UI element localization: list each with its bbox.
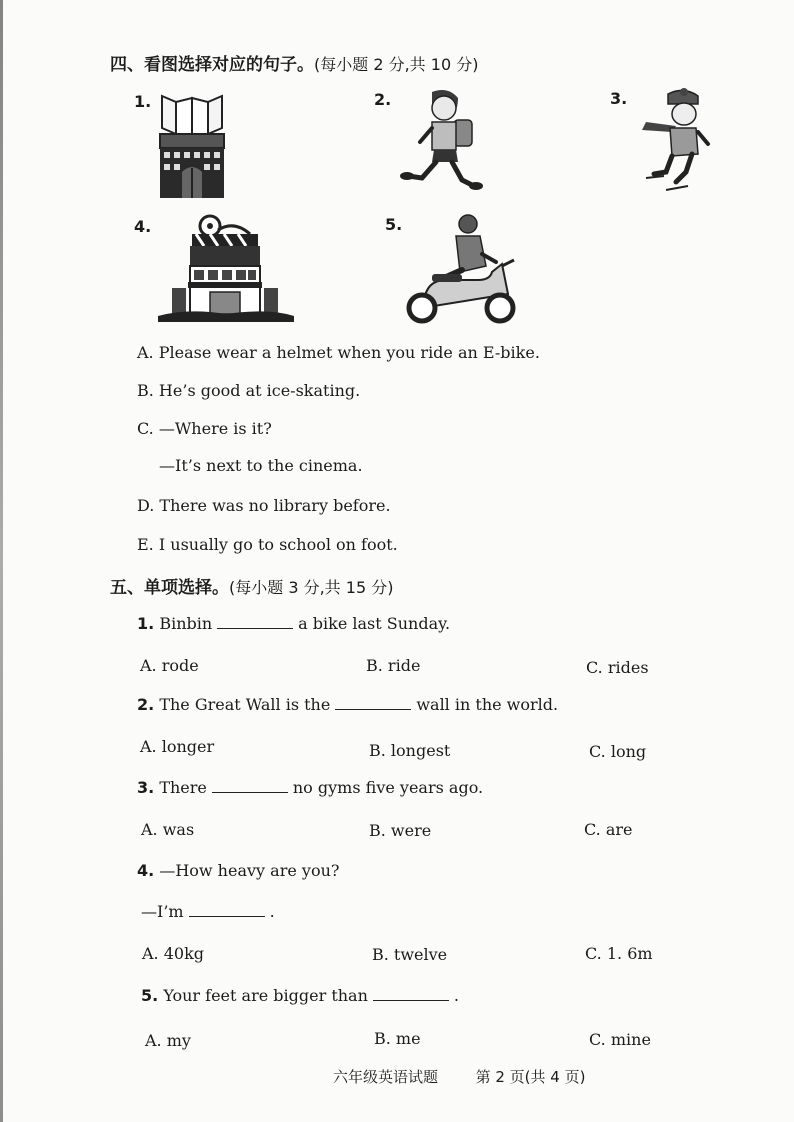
picture-number-1: 1.: [134, 92, 152, 111]
section4-option-c: C. —Where is it?: [137, 419, 272, 438]
section4-option-d: D. There was no library before.: [137, 496, 391, 515]
question-5-choice-a[interactable]: A. my: [145, 1031, 191, 1050]
footer-page-number: 第 2 页(共 4 页): [475, 1068, 586, 1086]
question-4-line2-after: .: [269, 902, 275, 921]
question-2-blank[interactable]: [335, 695, 411, 710]
question-1: [137, 614, 450, 633]
question-1-choice-a[interactable]: A. rode: [140, 656, 199, 675]
question-3-text-before: There: [159, 778, 207, 797]
question-3-choice-c[interactable]: C. are: [584, 820, 633, 839]
cinema-building-icon: [158, 212, 294, 322]
question-2-choice-a[interactable]: A. longer: [140, 737, 215, 756]
question-1-text-before: Binbin: [159, 614, 213, 633]
question-5-blank[interactable]: [373, 986, 449, 1001]
picture-number-3: 3.: [610, 89, 628, 108]
section4-option-e: E. I usually go to school on foot.: [137, 535, 398, 554]
library-building-icon: [152, 92, 232, 200]
question-2-text-after: wall in the world.: [416, 695, 559, 714]
question-1-blank[interactable]: [217, 614, 293, 629]
section4-option-b: B. He’s good at ice-skating.: [137, 381, 361, 400]
question-2-choice-b[interactable]: B. longest: [369, 741, 451, 760]
scan-edge: [0, 0, 3, 1122]
question-2-text-before: The Great Wall is the: [159, 695, 331, 714]
question-4-number: 4.: [137, 861, 155, 880]
question-5-text-before: Your feet are bigger than: [163, 986, 368, 1005]
question-3-choice-a[interactable]: A. was: [141, 820, 195, 839]
section4-title: 四、看图选择对应的句子。: [110, 55, 314, 75]
question-3-blank[interactable]: [212, 778, 288, 793]
section5-title: 五、单项选择。: [110, 578, 229, 598]
question-2-number: 2.: [137, 695, 155, 714]
question-5-choice-b[interactable]: B. me: [374, 1029, 421, 1048]
footer-subject: 六年级英语试题: [333, 1068, 439, 1086]
question-5-number: 5.: [141, 986, 159, 1005]
picture-number-5: 5.: [385, 215, 403, 234]
question-3-choice-b[interactable]: B. were: [369, 821, 432, 840]
question-4-line2-before: —I’m: [141, 902, 184, 921]
boy-ice-skating-icon: [636, 86, 712, 194]
picture-number-2: 2.: [374, 90, 392, 109]
question-4-blank[interactable]: [189, 902, 265, 917]
section5-note: (每小题 3 分,共 15 分): [229, 578, 394, 597]
question-1-number: 1.: [137, 614, 155, 633]
question-3-number: 3.: [137, 778, 155, 797]
section5-heading: [110, 573, 393, 598]
section4-option-c-reply: —It’s next to the cinema.: [159, 456, 363, 475]
section4-heading: [110, 50, 478, 75]
section4-note: (每小题 2 分,共 10 分): [314, 55, 479, 74]
question-4: [137, 861, 339, 880]
person-riding-ebike-icon: [404, 214, 520, 324]
question-3: [137, 778, 483, 797]
picture-number-4: 4.: [134, 217, 152, 236]
question-4-choice-a[interactable]: A. 40kg: [142, 944, 205, 963]
section4-option-a: A. Please wear a helmet when you ride an E-bike.: [137, 343, 540, 362]
question-4-line2: [141, 902, 275, 921]
question-4-choice-b[interactable]: B. twelve: [372, 945, 448, 964]
question-5-text-after: .: [453, 986, 459, 1005]
question-4-choice-c[interactable]: C. 1. 6m: [585, 944, 653, 963]
question-1-choice-b[interactable]: B. ride: [366, 656, 421, 675]
question-5-choice-c[interactable]: C. mine: [589, 1030, 651, 1049]
boy-walking-to-school-icon: [398, 86, 484, 194]
question-2-choice-c[interactable]: C. long: [589, 742, 647, 761]
question-1-choice-c[interactable]: C. rides: [586, 658, 649, 677]
question-1-text-after: a bike last Sunday.: [298, 614, 451, 633]
page-footer: [333, 1066, 585, 1087]
question-5: [141, 986, 459, 1005]
question-2: [137, 695, 558, 714]
question-4-text-before: —How heavy are you?: [159, 861, 340, 880]
question-3-text-after: no gyms five years ago.: [292, 778, 484, 797]
